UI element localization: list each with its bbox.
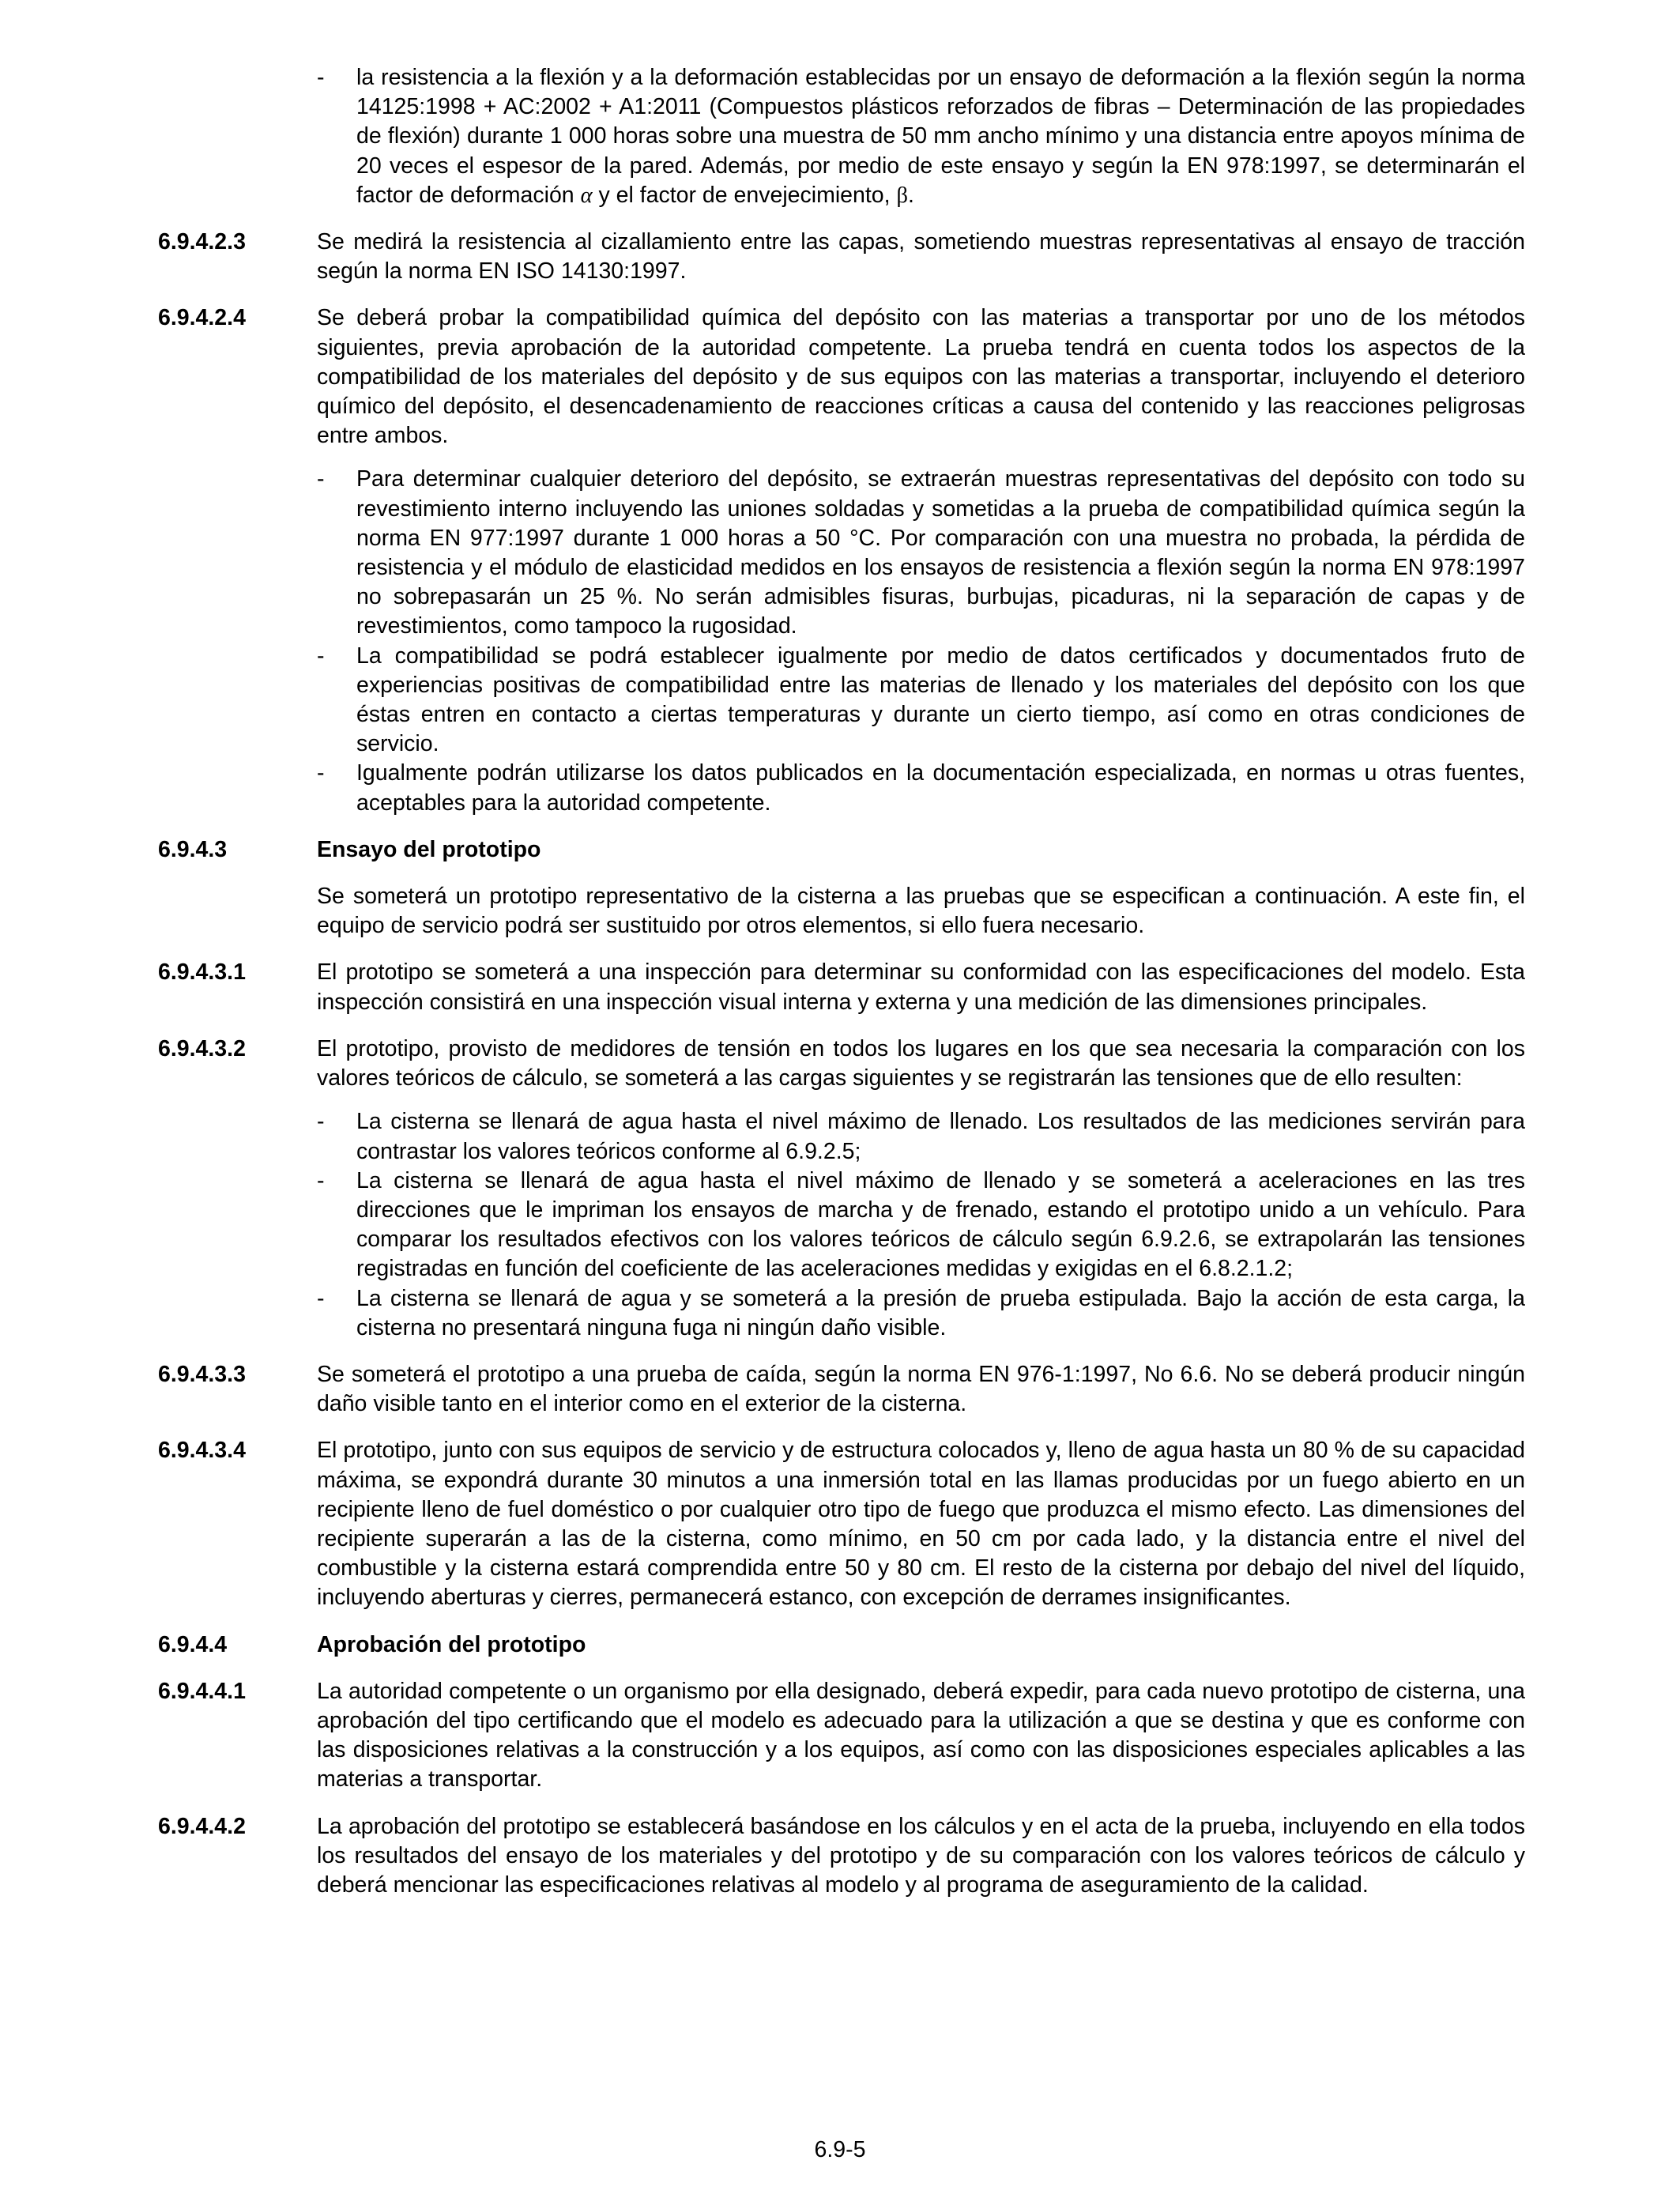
section-text: La aprobación del prototipo se establecerá basándose en los cálculos y en el acta de la prueba, incluyendo en ella todos los resultados del ensayo de los materiales y del prototipo y de su comparación con los valores teóricos de cálculo y deberá mencionar las especificaciones relativas al modelo y al programa de aseguramiento de la calidad.: [317, 1813, 1525, 1898]
section-6-9-4-2-4: [158, 303, 1525, 450]
beta-symbol: β: [896, 183, 909, 208]
section-6-9-4-4-2: [158, 1812, 1525, 1901]
bullet-dash: -: [317, 466, 325, 492]
bullet-text: La cisterna se llenará de agua hasta el nivel máximo de llenado. Los resultados de las mediciones servirán para contrastar los valores teóricos conforme al 6.9.2.5;: [356, 1109, 1525, 1164]
bullet-dash: -: [317, 1109, 325, 1135]
section-6-9-4-3-intro: [158, 882, 1525, 941]
bullet-item: [317, 642, 1525, 760]
section-6-9-4-3-2: [158, 1035, 1525, 1093]
bullet-dash: -: [317, 760, 325, 786]
page-number: 6.9-5: [814, 2137, 866, 2162]
bullet-text: La cisterna se llenará de agua hasta el nivel máximo de llenado y se someterá a aceleraciones en las tres direcciones que le impriman los ensayos de marcha y de frenado, estando el prototipo unido a un vehículo. Para comparar los resultados efectivos con los valores teóricos de cálculo según 6.9.2.6, se extrapolarán las tensiones registradas en función del coeficiente de las aceleraciones medidas y exigidas en el 6.8.2.1.2;: [356, 1167, 1525, 1282]
section-text: El prototipo, provisto de medidores de tensión en todos los lugares en los que sea necesaria la comparación con los valores teóricos de cálculo, se someterá a las cargas siguientes y se registrarán las tensiones que de ello resulten:: [317, 1035, 1525, 1091]
bullet-text: y el factor de envejecimiento,: [592, 182, 897, 208]
section-6-9-4-2-3: [158, 228, 1525, 286]
section-number: 6.9.4.4.2: [158, 1813, 246, 1839]
section-number: 6.9.4.2.3: [158, 229, 246, 255]
section-text: Se someterá el prototipo a una prueba de caída, según la norma EN 976-1:1997, No 6.6. No se deberá producir ningún daño visible tanto en el interior como en el exterior de la cisterna.: [317, 1361, 1525, 1417]
bullet-dash: -: [317, 65, 325, 90]
section-number: 6.9.4.2.4: [158, 305, 246, 331]
bullet-dash: -: [317, 1167, 325, 1193]
bullet-item: [317, 1167, 1525, 1284]
section-6-9-4-3-3: [158, 1360, 1525, 1419]
section-number: 6.9.4.3.3: [158, 1361, 246, 1387]
section-text: Se deberá probar la compatibilidad química del depósito con las materias a transportar por uno de los métodos siguientes, previa aprobación de la autoridad competente. La prueba tendrá en cuenta todos los aspectos de la compatibilidad de los materiales del depósito y de sus equipos con las materias a transportar, incluyendo el deterioro químico del depósito, el desencadenamiento de reacciones críticas a causa del contenido y las reacciones peligrosas entre ambos.: [317, 305, 1525, 449]
section-6-9-4-3-1: [158, 958, 1525, 1016]
section-number: 6.9.4.3.1: [158, 959, 246, 986]
section-text: El prototipo se someterá a una inspección para determinar su conformidad con las especificaciones del modelo. Esta inspección consistirá en una inspección visual interna y externa y una medición de las dimensiones principales.: [317, 959, 1525, 1015]
section-text: Se medirá la resistencia al cizallamiento entre las capas, sometiendo muestras representativas al ensayo de tracción según la norma EN ISO 14130:1997.: [317, 229, 1525, 285]
bullet-item: [317, 1107, 1525, 1166]
section-number: 6.9.4.3: [158, 836, 228, 862]
bullet-text: la resistencia a la flexión y a la deformación establecidas por un ensayo de deformación a la flexión según la norma 14125:1998 + AC:2002 + A1:2011 (Compuestos plásticos reforzados de fibras – Determinación de las propiedades de flexión) durante 1 000 horas sobre una muestra de 50 mm ancho mínimo y una distancia entre apoyos mínima de 20 veces el espesor de la pared. Además, por medio de este ensayo y según la EN 978:1997, se determinarán el factor de deformación: [356, 65, 1525, 208]
bullet-text: La compatibilidad se podrá establecer igualmente por medio de datos certificados y documentados fruto de experiencias positivas de compatibilidad entre las materias de llenado y los materiales del depósito con los que éstas entren en contacto a ciertas temperaturas y durante un cierto tiempo, así como en otras condiciones de servicio.: [356, 643, 1525, 757]
section-heading: Aprobación del prototipo: [317, 1631, 586, 1657]
bullet-dash: -: [317, 1285, 325, 1311]
section-number: 6.9.4.4: [158, 1631, 228, 1657]
section-number: 6.9.4.3.2: [158, 1035, 246, 1061]
section-number: 6.9.4.4.1: [158, 1678, 246, 1704]
bullet-text: Para determinar cualquier deterioro del depósito, se extraerán muestras representativas del depósito con todo su revestimiento interno incluyendo las uniones soldadas y sometidas a la prueba de compatibilidad química según la norma EN 977:1997 durante 1 000 horas a 50 °C. Por comparación con una muestra no probada, la pérdida de resistencia y el módulo de elasticidad medidos en los ensayos de resistencia a flexión según la norma EN 978:1997 no sobrepasarán un 25 %. No serán admisibles fisuras, burbujas, picaduras, ni la separación de capas y de revestimientos, como tampoco la rugosidad.: [356, 466, 1525, 639]
page-content: [158, 63, 1525, 1900]
bullet-text: .: [908, 182, 914, 208]
bullet-flexion-resistance: [317, 63, 1525, 210]
section-6-9-4-3-4: [158, 1436, 1525, 1612]
section-heading: Ensayo del prototipo: [317, 836, 541, 862]
bullet-item: [317, 1284, 1525, 1343]
section-6-9-4-3: [158, 835, 1525, 865]
section-text: Se someterá un prototipo representativo de la cisterna a las pruebas que se especifican a continuación. A este fin, el equipo de servicio podrá ser sustituido por otros elementos, si ello fuera necesario.: [317, 884, 1525, 939]
alpha-symbol: α: [580, 183, 593, 208]
section-text: El prototipo, junto con sus equipos de servicio y de estructura colocados y, lleno de agua hasta un 80 % de su capacidad máxima, se expondrá durante 30 minutos a una inmersión total en las llamas producidas por un fuego abierto en un recipiente lleno de fuel doméstico o por cualquier otro tipo de fuego que produzca el mismo efecto. Las dimensiones del recipiente superarán a las de la cisterna, como mínimo, en 50 cm por cada lado, y la distancia entre el nivel del combustible y la cisterna estará comprendida entre 50 y 80 cm. El resto de la cisterna por debajo del nivel del líquido, incluyendo aberturas y cierres, permanecerá estanco, con excepción de derrames insignificantes.: [317, 1438, 1525, 1611]
bullet-dash: -: [317, 643, 325, 669]
section-6-9-4-4: [158, 1630, 1525, 1660]
bullet-text: La cisterna se llenará de agua y se someterá a la presión de prueba estipulada. Bajo la acción de esta carga, la cisterna no presentará ninguna fuga ni ningún daño visible.: [356, 1285, 1525, 1340]
bullet-text: Igualmente podrán utilizarse los datos publicados en la documentación especializada, en normas u otras fuentes, aceptables para la autoridad competente.: [356, 760, 1525, 816]
bullet-item: [317, 759, 1525, 817]
section-6-9-4-4-1: [158, 1677, 1525, 1795]
section-text: La autoridad competente o un organismo por ella designado, deberá expedir, para cada nuevo prototipo de cisterna, una aprobación del tipo certificando que el modelo es adecuado para la utilización a que se destina y que es conforme con las disposiciones relativas a la construcción y a los equipos, así como con las disposiciones especiales aplicables a las materias a transportar.: [317, 1678, 1525, 1793]
bullet-item: [317, 465, 1525, 641]
section-number: 6.9.4.3.4: [158, 1438, 246, 1464]
